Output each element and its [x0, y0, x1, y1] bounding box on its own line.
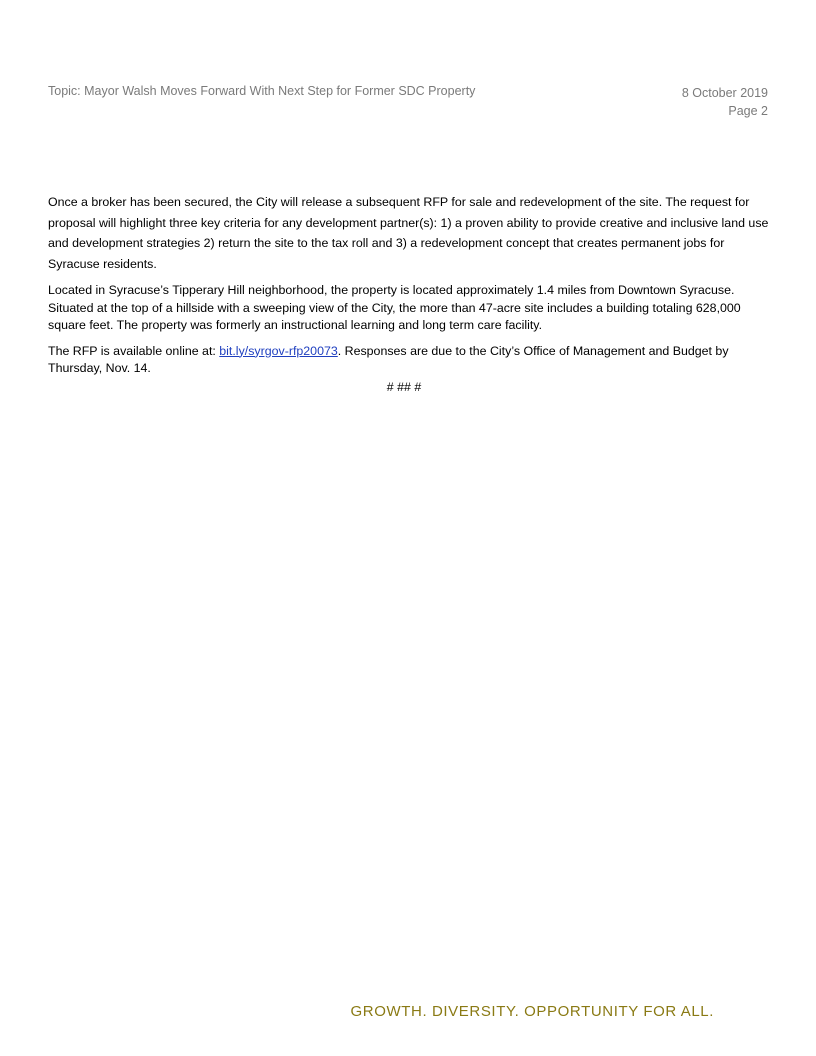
header-meta: [682, 84, 768, 120]
end-of-release-mark: # ## #: [386, 379, 422, 394]
paragraph-property-location: Located in Syracuse’s Tipperary Hill neighborhood, the property is located approximately 1.4 miles from Downtown Syracuse. Situated at the top of a hillside with a sweeping view of the City, the more than 47-acre site includes a building totaling 628,000 square feet. The property was formerly an instructional learning and long term care facility.: [48, 283, 741, 332]
header-page-number: Page 2: [728, 104, 768, 118]
paragraph-rfp-availability: [48, 343, 770, 378]
rfp-availability-prefix: The RFP is available online at:: [48, 343, 220, 358]
header-topic: Topic: Mayor Walsh Moves Forward With Next Step for Former SDC Property: [48, 84, 476, 98]
footer-tagline: GROWTH. DIVERSITY. OPPORTUNITY FOR ALL.: [350, 1003, 714, 1020]
press-release-body: [48, 192, 770, 394]
rfp-availability-suffix: . Responses are due to the City’s Office of Management and Budget by Thursday, Nov. 14.: [48, 343, 729, 375]
paragraph-rfp-criteria: Once a broker has been secured, the City will release a subsequent RFP for sale and redevelopment of the site. The request for proposal will highlight three key criteria for any development partner(s): 1) a proven ability to provide creative and inclusive land use and development strategies 2) return the site to the tax roll and 3) a redevelopment concept that creates permanent jobs for Syracuse residents.: [48, 195, 769, 271]
rfp-link[interactable]: bit.ly/syrgov-rfp20073: [219, 343, 338, 358]
header-date: 8 October 2019: [681, 86, 768, 100]
